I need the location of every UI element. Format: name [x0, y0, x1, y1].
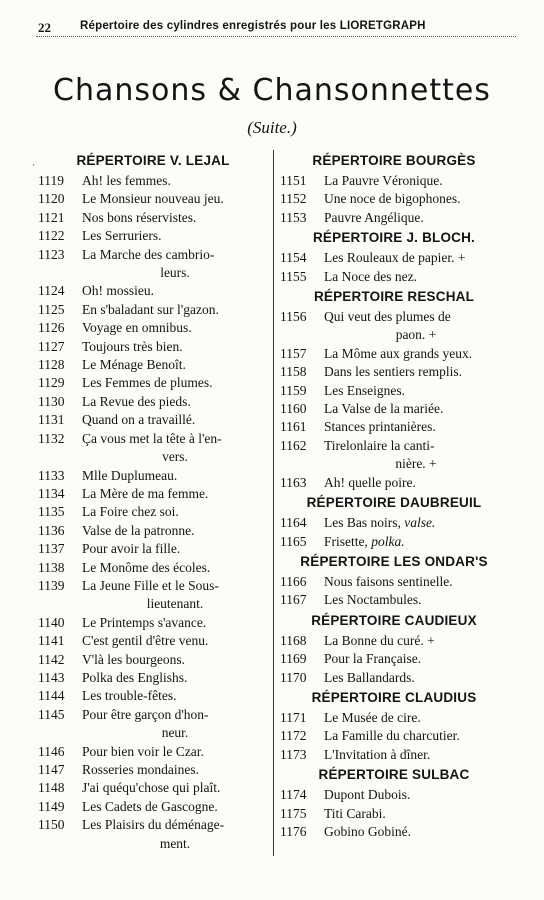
- catalog-entry: [38, 577, 268, 595]
- song-title: [82, 632, 268, 650]
- section-heading: RÉPERTOIRE SULBAC: [318, 767, 470, 783]
- song-title: [324, 190, 508, 208]
- song-title: [324, 591, 508, 609]
- catalog-entry: [38, 467, 268, 485]
- catalog-entry: [38, 319, 268, 337]
- catalog-entry: [38, 706, 268, 724]
- song-title-text: Gobino Gobiné.: [324, 823, 411, 839]
- section-heading: RÉPERTOIRE V. LEJAL: [76, 153, 230, 168]
- song-title-continuation: paon. +: [395, 327, 437, 343]
- song-title: [82, 485, 268, 503]
- repertoire-section: [280, 227, 508, 286]
- song-title: [324, 382, 508, 400]
- song-title: [324, 650, 508, 668]
- song-title: [82, 246, 268, 264]
- catalog-entry: [38, 761, 268, 779]
- catalog-number: 1142: [38, 651, 65, 667]
- song-title-text: Pour bien voir le Czar.: [82, 743, 204, 759]
- song-title-continuation: vers.: [162, 449, 188, 465]
- section-heading: RÉPERTOIRE J. BLOCH.: [312, 230, 476, 246]
- song-title-text: Pour la Française.: [324, 651, 422, 667]
- catalog-number: 1133: [38, 467, 65, 483]
- page-title: Chansons & Chansonnettes: [53, 73, 491, 108]
- catalog-entry: [280, 437, 508, 455]
- catalog-entry: [38, 779, 268, 797]
- song-title-text: J'ai quéqu'chose qui plaît.: [82, 780, 221, 796]
- catalog-entry: [280, 786, 508, 804]
- song-title: [82, 761, 268, 779]
- song-title: [82, 338, 268, 356]
- song-title: [324, 400, 508, 418]
- song-title: [82, 227, 268, 245]
- song-title: [324, 249, 508, 267]
- catalog-number: 1128: [38, 357, 65, 373]
- catalog-number: 1169: [280, 651, 307, 667]
- catalog-number: 1138: [38, 559, 65, 575]
- song-title-text: Les Noctambules.: [324, 592, 422, 608]
- catalog-number: 1140: [38, 614, 65, 630]
- catalog-number: 1157: [280, 345, 307, 361]
- catalog-entry: [38, 522, 268, 540]
- song-title-text: Ah! quelle poire.: [324, 474, 416, 490]
- song-title: [82, 743, 268, 761]
- song-title-text: Frisette,: [324, 533, 368, 549]
- song-title-text: Valse de la patronne.: [82, 522, 195, 538]
- catalog-number: 1149: [38, 798, 65, 814]
- song-title-text: La Pauvre Véronique.: [324, 173, 443, 188]
- catalog-entry: [38, 282, 268, 300]
- song-title: [82, 559, 268, 577]
- song-title: [324, 727, 508, 745]
- catalog-entry: [280, 190, 508, 208]
- song-title: [324, 268, 508, 286]
- song-title: [82, 172, 268, 190]
- song-title: [324, 514, 508, 532]
- song-title-text: Stances printanières.: [324, 419, 436, 435]
- song-title-continuation: leurs.: [160, 265, 190, 281]
- repertoire-section: [38, 150, 268, 853]
- section-heading: RÉPERTOIRE DAUBREUIL: [306, 495, 482, 511]
- catalog-entry: [38, 172, 268, 190]
- catalog-number: 1122: [38, 228, 65, 244]
- catalog-entry: [38, 338, 268, 356]
- catalog-number: 1168: [280, 632, 307, 648]
- catalog-entry: [280, 669, 508, 687]
- song-title-text: La Famille du charcutier.: [324, 728, 460, 744]
- catalog-entry: [38, 687, 268, 705]
- catalog-number: 1151: [280, 173, 307, 188]
- catalog-entry: [280, 591, 508, 609]
- song-title: [82, 651, 268, 669]
- song-title: [324, 172, 508, 190]
- song-title-text: La Bonne du curé. +: [324, 632, 435, 648]
- catalog-number: 1137: [38, 541, 65, 557]
- catalog-entry: [280, 209, 508, 227]
- catalog-entry: [38, 411, 268, 429]
- song-title: [324, 746, 508, 764]
- song-title: [324, 823, 508, 841]
- catalog-entry: [280, 632, 508, 650]
- song-title-text: La Jeune Fille et le Sous-: [82, 577, 219, 593]
- song-title-text: Toujours très bien.: [82, 338, 183, 354]
- catalog-entry: [38, 503, 268, 521]
- song-title-text: Pour être garçon d'hon-: [82, 706, 209, 722]
- song-title: [324, 418, 508, 436]
- song-title: [82, 706, 268, 724]
- catalog-entry: [38, 301, 268, 319]
- catalog-entry: [38, 632, 268, 650]
- song-title-text: Quand on a travaillé.: [82, 412, 196, 428]
- song-title-text: L'Invitation à dîner.: [324, 746, 431, 762]
- song-title: [324, 632, 508, 650]
- catalog-entry: [280, 249, 508, 267]
- catalog-entry: [280, 805, 508, 823]
- catalog-entry: [38, 651, 268, 669]
- song-title-text: La Foire chez soi.: [82, 504, 179, 520]
- catalog-number: 1120: [38, 191, 65, 207]
- catalog-entry: [280, 514, 508, 532]
- song-title-text: Les Femmes de plumes.: [82, 375, 213, 391]
- catalog-entry: [38, 190, 268, 208]
- song-title: [324, 786, 508, 804]
- song-title-text: Rosseries mondaines.: [82, 762, 199, 777]
- song-title-text: Polka des Englishs.: [82, 669, 188, 685]
- catalog-number: 1155: [280, 268, 307, 284]
- catalog-number: 1166: [280, 573, 307, 589]
- catalog-number: 1129: [38, 375, 65, 391]
- song-title: [82, 319, 268, 337]
- song-title-continuation: nière. +: [395, 456, 437, 472]
- song-title: [324, 474, 508, 492]
- repertoire-section: [280, 492, 508, 551]
- catalog-entry: [38, 798, 268, 816]
- song-title: [82, 669, 268, 687]
- catalog-number: 1165: [280, 533, 307, 549]
- catalog-number: 1159: [280, 382, 307, 398]
- catalog-number: 1139: [38, 577, 65, 593]
- catalog-number: 1162: [280, 437, 307, 453]
- song-title: [82, 282, 268, 300]
- catalog-entry: [280, 823, 508, 841]
- catalog-number: 1156: [280, 309, 307, 325]
- catalog-number: 1172: [280, 728, 307, 744]
- song-title-text: En s'baladant sur l'gazon.: [82, 301, 219, 317]
- song-title-text: Le Musée de cire.: [324, 709, 421, 725]
- song-title: [82, 503, 268, 521]
- catalog-entry: [280, 382, 508, 400]
- catalog-number: 1160: [280, 401, 307, 417]
- catalog-entry: [280, 727, 508, 745]
- catalog-number: 1146: [38, 743, 65, 759]
- song-title-text: Oh! mossieu.: [82, 283, 154, 299]
- song-title: [324, 533, 508, 551]
- catalog-entry: [280, 573, 508, 591]
- catalog-number: 1153: [280, 209, 307, 225]
- catalog-number: 1125: [38, 301, 65, 317]
- catalog-entry: [38, 540, 268, 558]
- catalog-entry: [38, 356, 268, 374]
- section-heading: RÉPERTOIRE CLAUDIUS: [311, 689, 477, 705]
- song-title-text: La Môme aux grands yeux.: [324, 345, 473, 361]
- catalog-entry: [280, 533, 508, 551]
- catalog-entry: [280, 709, 508, 727]
- repertoire-section: [280, 150, 508, 227]
- song-title-text: Le Monsieur nouveau jeu.: [82, 191, 224, 207]
- catalog-number: 1152: [280, 191, 307, 207]
- song-title: [82, 577, 268, 595]
- catalog-number: 1147: [38, 762, 65, 777]
- catalog-entry: [38, 614, 268, 632]
- song-title-text: Les Plaisirs du déménage-: [82, 817, 225, 833]
- song-title-text: Le Printemps s'avance.: [82, 614, 207, 630]
- running-title: Répertoire des cylindres enregistrés pour les LIORETGRAPH: [80, 20, 426, 32]
- song-title-text: Voyage en omnibus.: [82, 320, 192, 336]
- catalog-number: 1148: [38, 780, 65, 796]
- repertoire-section: [280, 610, 508, 687]
- catalog-entry: [38, 816, 268, 834]
- catalog-number: 1143: [38, 669, 65, 685]
- song-title: [324, 669, 508, 687]
- catalog-number: 1174: [280, 787, 307, 803]
- song-title: [82, 190, 268, 208]
- catalog-number: 1136: [38, 522, 65, 538]
- song-title-text: Qui veut des plumes de: [324, 309, 451, 325]
- catalog-entry: [38, 485, 268, 503]
- song-title-text: Le Monôme des écoles.: [82, 559, 211, 575]
- catalog-entry: [38, 246, 268, 264]
- section-heading: RÉPERTOIRE RESCHAL: [313, 289, 475, 305]
- song-title-text: Pour avoir la fille.: [82, 541, 181, 557]
- catalog-entry: [280, 172, 508, 190]
- catalog-entry: [38, 430, 268, 448]
- page-number: 22: [38, 20, 51, 35]
- catalog-entry: [38, 559, 268, 577]
- running-header: [36, 18, 516, 37]
- section-heading: RÉPERTOIRE CAUDIEUX: [311, 612, 477, 628]
- song-title-text: Les Serruriers.: [82, 228, 162, 244]
- catalog-number: 1173: [280, 746, 307, 762]
- song-title-text: Ça vous met la tête à l'en-: [82, 430, 222, 446]
- song-title: [324, 209, 508, 227]
- catalog-number: 1130: [38, 393, 65, 409]
- song-title: [82, 522, 268, 540]
- catalog-number: 1119: [38, 173, 64, 188]
- song-title-text: La Marche des cambrio-: [82, 246, 215, 262]
- catalog-entry: [280, 268, 508, 286]
- catalog-number: 1144: [38, 688, 65, 704]
- repertoire-section: [280, 551, 508, 610]
- catalog-entry: [38, 209, 268, 227]
- left-column: [38, 150, 268, 853]
- song-title-continuation: lieutenant.: [146, 596, 204, 612]
- song-title-text: La Revue des pieds.: [82, 393, 191, 409]
- catalog-number: 1170: [280, 669, 307, 685]
- catalog-number: 1141: [38, 633, 65, 649]
- repertoire-section: [280, 286, 508, 492]
- catalog-number: 1175: [280, 805, 307, 821]
- catalog-number: 1135: [38, 504, 65, 520]
- song-title-text: Les Rouleaux de papier. +: [324, 250, 466, 266]
- song-title: [82, 687, 268, 705]
- song-title-text: C'est gentil d'être venu.: [82, 633, 209, 649]
- song-title: [324, 805, 508, 823]
- song-title: [324, 308, 508, 326]
- catalog-entry: [38, 743, 268, 761]
- section-heading: RÉPERTOIRE LES ONDAR'S: [300, 553, 488, 569]
- catalog-entry: [280, 418, 508, 436]
- song-title-text: Nos bons réservistes.: [82, 209, 197, 225]
- catalog-number: 1127: [38, 338, 65, 354]
- song-title: [82, 374, 268, 392]
- song-title-text: Une noce de bigophones.: [324, 191, 461, 207]
- catalog-entry: [280, 400, 508, 418]
- catalog-number: 1126: [38, 320, 65, 336]
- song-title: [324, 709, 508, 727]
- song-title: [82, 301, 268, 319]
- catalog-entry: [280, 345, 508, 363]
- catalog-number: 1134: [38, 485, 65, 501]
- song-title: [82, 798, 268, 816]
- repertoire-section: [280, 764, 508, 841]
- catalog-number: 1163: [280, 474, 307, 490]
- song-title-text: Les Bas noirs,: [324, 515, 401, 531]
- song-title: [82, 467, 268, 485]
- song-title-text: Mlle Duplumeau.: [82, 467, 178, 483]
- song-title-text: Le Ménage Benoît.: [82, 357, 186, 373]
- catalog-number: 1164: [280, 515, 307, 531]
- catalog-number: 1161: [280, 419, 307, 435]
- song-title-text: Titi Carabi.: [324, 805, 386, 821]
- section-heading: RÉPERTOIRE BOURGÈS: [312, 153, 476, 168]
- song-title-text: Les Enseignes.: [324, 382, 405, 398]
- song-title: [82, 209, 268, 227]
- song-title-text: La Mère de ma femme.: [82, 485, 209, 501]
- column-divider: [273, 150, 274, 856]
- song-title-text: La Valse de la mariée.: [324, 401, 444, 417]
- catalog-number: 1145: [38, 706, 65, 722]
- catalog-number: 1121: [38, 209, 65, 225]
- song-title: [82, 430, 268, 448]
- song-title: [324, 363, 508, 381]
- song-title-text: Nous faisons sentinelle.: [324, 573, 453, 589]
- catalog-number: 1167: [280, 592, 307, 608]
- song-title: [82, 614, 268, 632]
- page-subtitle: (Suite.): [247, 118, 297, 137]
- song-title-continuation: ment.: [159, 835, 191, 851]
- catalog-number: 1123: [38, 246, 65, 262]
- song-title: [324, 437, 508, 455]
- catalog-number: 1132: [38, 430, 65, 446]
- song-title: [82, 356, 268, 374]
- song-title: [324, 345, 508, 363]
- song-title-text: Les trouble-fêtes.: [82, 688, 177, 704]
- song-genre: polka.: [371, 533, 405, 549]
- right-column: [280, 150, 508, 841]
- catalog-number: 1176: [280, 823, 307, 839]
- catalog-entry: [38, 227, 268, 245]
- song-genre: valse.: [404, 515, 436, 531]
- song-title-text: Ah! les femmes.: [82, 173, 171, 188]
- catalog-number: 1124: [38, 283, 65, 299]
- song-title: [82, 816, 268, 834]
- catalog-entry: [38, 374, 268, 392]
- song-title: [324, 573, 508, 591]
- song-title-text: Dupont Dubois.: [324, 787, 411, 803]
- song-title-text: Dans les sentiers remplis.: [324, 364, 462, 380]
- song-title-text: Les Ballandards.: [324, 669, 415, 685]
- song-title-text: Pauvre Angélique.: [324, 209, 424, 225]
- catalog-entry: [280, 308, 508, 326]
- song-title-text: La Noce des nez.: [324, 268, 417, 284]
- song-title-text: V'là les bourgeons.: [82, 651, 186, 667]
- catalog-entry: [280, 363, 508, 381]
- catalog-entry: [38, 393, 268, 411]
- catalog-entry: [280, 650, 508, 668]
- song-title: [82, 540, 268, 558]
- catalog-number: 1154: [280, 250, 307, 266]
- song-title-continuation: neur.: [161, 725, 189, 741]
- catalog-number: 1158: [280, 364, 307, 380]
- catalog-number: 1171: [280, 709, 307, 725]
- catalog-number: 1150: [38, 817, 65, 833]
- song-title-text: Les Cadets de Gascogne.: [82, 798, 218, 814]
- catalog-entry: [280, 746, 508, 764]
- song-title: [82, 411, 268, 429]
- song-title: [82, 779, 268, 797]
- song-title-text: Tirelonlaire la canti-: [324, 437, 435, 453]
- catalog-entry: [38, 669, 268, 687]
- print-speck: ·: [32, 160, 35, 170]
- catalog-number: 1131: [38, 412, 65, 428]
- repertoire-section: [280, 687, 508, 764]
- catalog-entry: [280, 474, 508, 492]
- song-title: [82, 393, 268, 411]
